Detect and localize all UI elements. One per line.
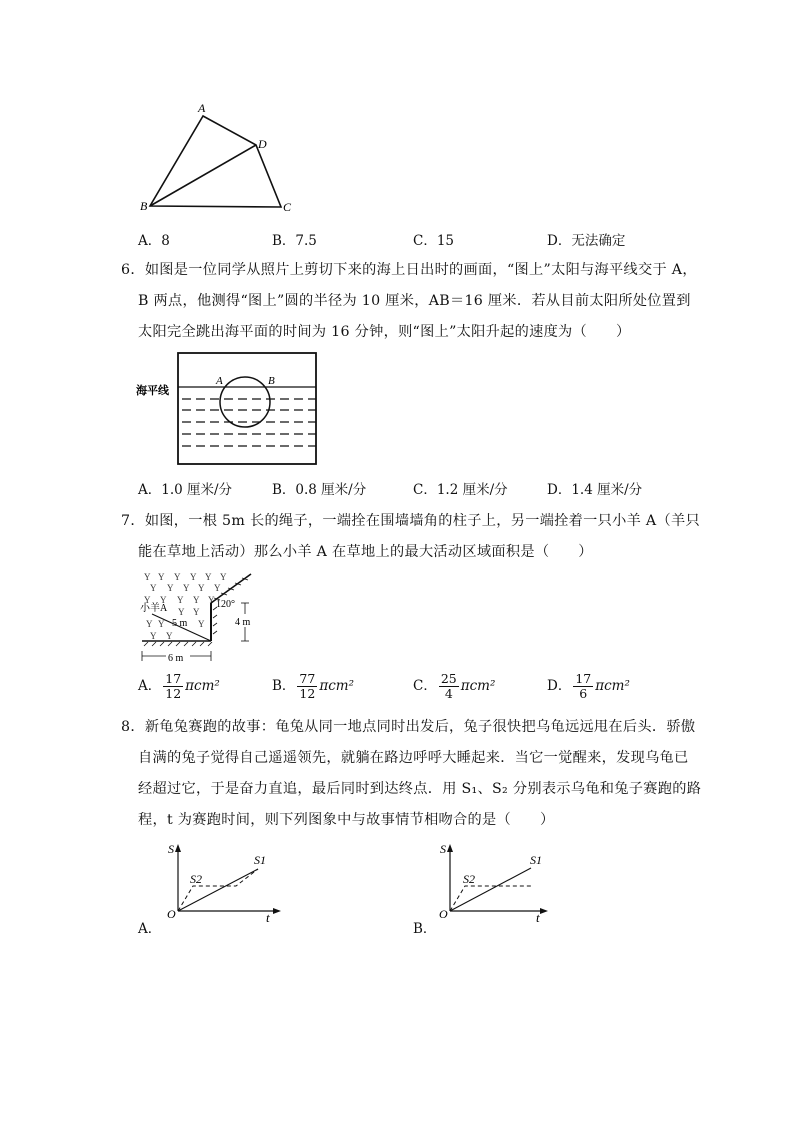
q5-label-c: C [283, 200, 292, 214]
q7-text-line-1: 7．如图，一根 5m 长的绳子，一端拴在围墙墙角的柱子上，另一端拴着一只小羊 A（羊只 [121, 513, 700, 529]
svg-text:Y: Y [198, 583, 205, 593]
svg-text:Y: Y [146, 619, 153, 629]
svg-text:Y: Y [198, 619, 205, 629]
q5-option-b[interactable]: B．7.5 [272, 233, 317, 249]
q7-wall-label: 4 m [235, 617, 251, 628]
svg-text:Y: Y [193, 595, 200, 605]
q7-sheep-label: 小羊A [140, 603, 168, 614]
q6-sunrise-figure [135, 350, 325, 468]
svg-text:Y: Y [160, 595, 167, 605]
svg-text:Y: Y [144, 572, 151, 582]
q8-graph-a-o-label: O [167, 907, 176, 921]
q8-text-line-1: 8．新龟兔赛跑的故事：龟兔从同一地点同时出发后，兔子很快把乌龟远远甩在后头．骄傲 [121, 719, 696, 735]
q7-option-d[interactable]: D． $\frac{17}{6}$ πcm² [547, 671, 630, 701]
q8-graph-a [163, 838, 288, 923]
q5-option-d[interactable]: D．无法确定 [547, 233, 626, 249]
svg-text:Y: Y [193, 607, 200, 617]
q5-label-b: B [140, 199, 148, 213]
q8-graph-b [435, 838, 560, 923]
q6-option-d[interactable]: D．1.4 厘米/分 [547, 482, 643, 498]
q5-triangle-figure [135, 95, 305, 220]
q8-graph-b-t-label: t [536, 910, 540, 923]
svg-text:Y: Y [177, 595, 184, 605]
q6-point-a-label: A [216, 375, 223, 387]
svg-text:Y: Y [174, 572, 181, 582]
q8-graph-b-o-label: O [439, 907, 448, 921]
svg-text:Y: Y [190, 572, 197, 582]
q6-text-line-3: 太阳完全跳出海平面的时间为 16 分钟，则“图上”太阳升起的速度为（ ） [138, 324, 631, 340]
q7-option-b[interactable]: B． $\frac{77}{12}$ πcm² [272, 671, 354, 701]
q6-option-b[interactable]: B．0.8 厘米/分 [272, 482, 367, 498]
svg-text:Y: Y [167, 583, 174, 593]
q8-graph-b-s1-label: S1 [530, 853, 542, 867]
svg-text:Y: Y [183, 583, 190, 593]
q5-option-c[interactable]: C．15 [413, 233, 455, 249]
q8-graph-a-s1-label: S1 [254, 853, 266, 867]
svg-text:Y: Y [208, 595, 215, 605]
q8-option-b[interactable]: B． [413, 921, 437, 937]
q6-text-line-1: 6．如图是一位同学从照片上剪切下来的海上日出时的画面，“图上”太阳与海平线交于 A， [121, 262, 697, 278]
svg-text:Y: Y [205, 572, 212, 582]
q6-point-b-label: B [268, 375, 275, 387]
q6-option-c[interactable]: C．1.2 厘米/分 [413, 482, 508, 498]
svg-text:Y: Y [220, 572, 227, 582]
q7-rope-label: 5 m [172, 618, 188, 629]
q6-option-a[interactable]: A．1.0 厘米/分 [138, 482, 233, 498]
q5-label-d: D [258, 137, 267, 151]
svg-text:Y: Y [214, 583, 221, 593]
q8-graph-b-s2-label: S2 [463, 872, 475, 886]
svg-text:Y: Y [166, 631, 173, 641]
svg-text:Y: Y [158, 572, 165, 582]
q5-option-a[interactable]: A．8 [138, 233, 170, 249]
svg-text:Y: Y [150, 631, 157, 641]
q7-option-a[interactable]: A． $\frac{17}{12}$ πcm² [138, 671, 220, 701]
q8-graph-a-s-label: S [168, 842, 174, 856]
svg-text:Y: Y [144, 595, 151, 605]
q7-angle-label: 120° [216, 599, 235, 610]
svg-text:Y: Y [178, 607, 185, 617]
svg-text:Y: Y [158, 619, 165, 629]
q6-text-line-2: B 两点，他测得“图上”圆的半径为 10 厘米，AB＝16 厘米．若从目前太阳所处位置到 [138, 293, 691, 309]
q8-text-line-3: 经超过它，于是奋力直追，最后同时到达终点．用 S₁、S₂ 分别表示乌龟和兔子赛跑的路 [138, 781, 702, 797]
svg-text:Y: Y [150, 583, 157, 593]
q7-base-label: 6 m [168, 653, 184, 664]
q6-sea-level-label: 海平线 [136, 385, 169, 397]
q7-option-c[interactable]: C． $\frac{25}{4}$ πcm² [413, 671, 496, 701]
q8-graph-b-s-label: S [440, 842, 446, 856]
q8-graph-a-t-label: t [266, 910, 270, 923]
q8-text-line-2: 自满的兔子觉得自己遥遥领先，就躺在路边呼呼大睡起来．当它一觉醒来，发现乌龟已 [138, 750, 689, 766]
q8-text-line-4: 程，t 为赛跑时间，则下列图象中与故事情节相吻合的是（ ） [138, 812, 555, 828]
q8-option-a[interactable]: A． [138, 921, 162, 937]
q8-graph-a-s2-label: S2 [190, 872, 202, 886]
q7-text-line-2: 能在草地上活动）那么小羊 A 在草地上的最大活动区域面积是（ ） [138, 544, 593, 560]
q5-label-a: A [198, 101, 206, 115]
q7-sheep-figure [138, 570, 263, 665]
